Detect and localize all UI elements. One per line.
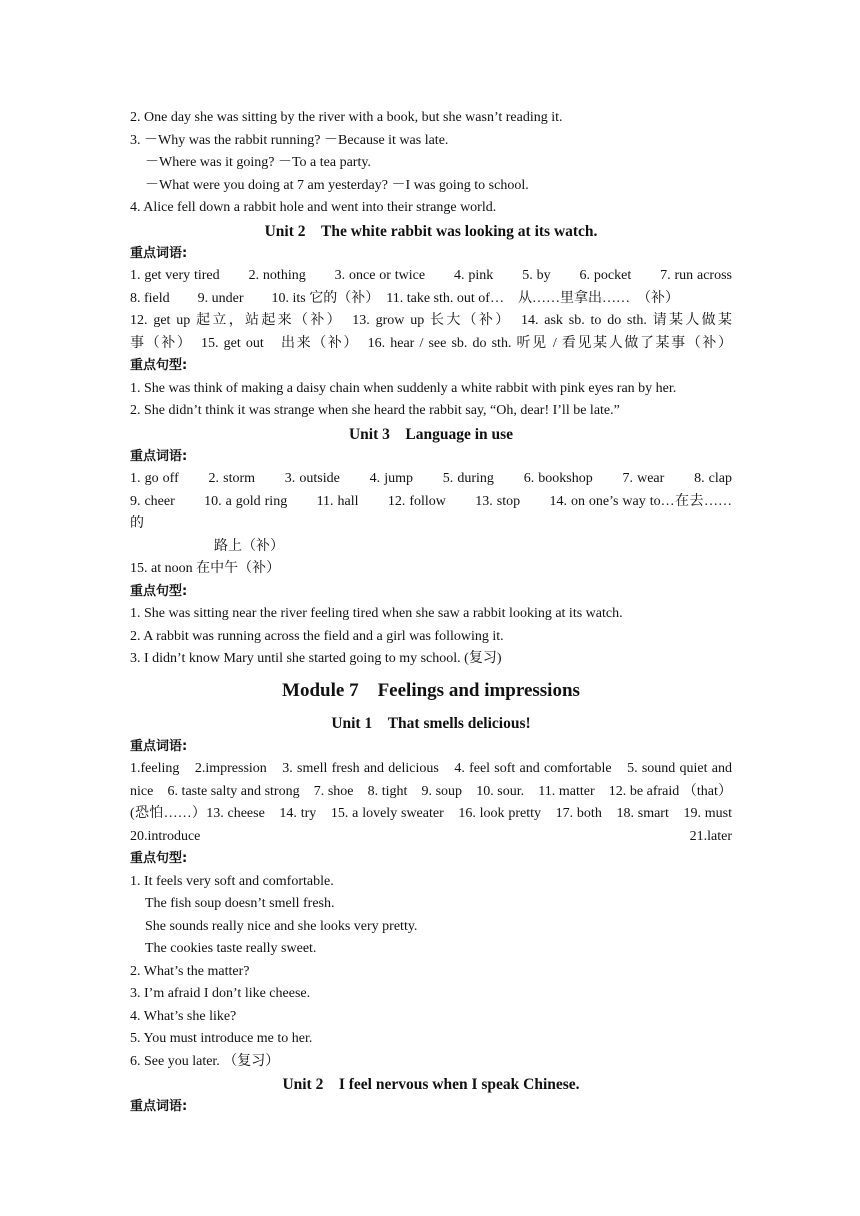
sentence-line: 2. She didn’t think it was strange when she heard the rabbit say, “Oh, dear! I’ll be late.” (130, 403, 620, 418)
sentence-line: －Where was it going? －To a tea party. (145, 155, 371, 170)
vocab-line: 1. get very tired 2. nothing 3. once or twice 4. pink 5. by 6. pocket 7. run across (130, 268, 732, 283)
sentence-line: 2. One day she was sitting by the river with a book, but she wasn’t reading it. (130, 110, 563, 125)
sentence-line: 4. What’s she like? (130, 1008, 237, 1024)
vocab-line: 事（补） 15. get out 出来（补） 16. hear / see sb. do sth. 听见 / 看见某人做了某事（补） (130, 335, 732, 351)
vocab-label: 重点词语: (130, 1099, 188, 1114)
sentence-line: 4. Alice fell down a rabbit hole and went into their strange world. (130, 200, 497, 215)
sentence-line: The cookies taste really sweet. (145, 941, 317, 956)
sentence-label: 重点句型: (130, 851, 188, 866)
vocab-label: 重点词语: (130, 448, 188, 464)
sentence-line: 2. A rabbit was running across the field and a girl was following it. (130, 628, 504, 644)
vocab-line: 15. at noon 在中午（补） (130, 561, 281, 576)
unit-heading: Unit 2 I feel nervous when I speak Chinese. (282, 1076, 580, 1093)
sentence-line: 1. It feels very soft and comfortable. (130, 873, 334, 889)
sentence-line: －What were you doing at 7 am yesterday? －I was going to school. (145, 177, 529, 193)
sentence-line: 6. See you later. （复习） (130, 1053, 280, 1069)
unit-heading: Unit 2 The white rabbit was looking at its watch. (264, 222, 598, 240)
sentence-line: 1. She was think of making a daisy chain when suddenly a white rabbit with pink eyes ran by her. (130, 380, 677, 396)
vocab-label: 重点词语: (130, 245, 188, 261)
sentence-line: 3. I didn’t know Mary until she started going to my school. (复习) (130, 651, 502, 666)
vocab-line: 路上（补） (214, 538, 284, 554)
sentence-line: 3. I’m afraid I don’t like cheese. (130, 986, 311, 1001)
vocab-label: 重点词语: (130, 738, 188, 754)
sentence-line: 3. －Why was the rabbit running? －Because it was late. (130, 132, 449, 148)
sentence-line: 1. She was sitting near the river feeling tired when she saw a rabbit looking at its watch. (130, 606, 623, 621)
sentence-line: 2. What’s the matter? (130, 963, 250, 979)
module-heading: Module 7 Feelings and impressions (282, 679, 580, 701)
unit-heading: Unit 1 That smells delicious! (331, 714, 531, 732)
vocab-line: 8. field 9. under 10. its 它的（补） 11. take sth. out of… 从……里拿出…… （补） (130, 290, 679, 306)
sentence-line: She sounds really nice and she looks very pretty. (145, 918, 418, 934)
document-page (130, 107, 746, 1119)
sentence-label: 重点句型: (130, 358, 188, 373)
vocab-line: 12. get up 起立，站起来（补） 13. grow up 长大（补） 14. ask sb. to do sth. 请某人做某 (130, 313, 732, 328)
sentence-line: The fish soup doesn’t smell fresh. (145, 896, 335, 911)
vocab-line: 1. go off 2. storm 3. outside 4. jump 5. during 6. bookshop 7. wear 8. clap (130, 471, 732, 486)
vocab-paragraph: 1.feeling 2.impression 3. smell fresh and delicious 4. feel soft and comfortable 5. sound quiet and nice 6. taste salty and strong 7. shoe 8. tight 9. soup 10. sour. 11. matter 12. be afraid （that）(恐怕……）13. cheese 14. try 15. a lovely sweater 16. look pretty 17. both 18. smart 19. must 20.introduce 21.later (130, 761, 746, 844)
vocab-line: 9. cheer 10. a gold ring 11. hall 12. follow 13. stop 14. on one’s way to…在去……的 (130, 493, 732, 531)
sentence-line: 5. You must introduce me to her. (130, 1031, 313, 1046)
sentence-label: 重点句型: (130, 583, 188, 599)
unit-heading: Unit 3 Language in use (348, 425, 514, 443)
